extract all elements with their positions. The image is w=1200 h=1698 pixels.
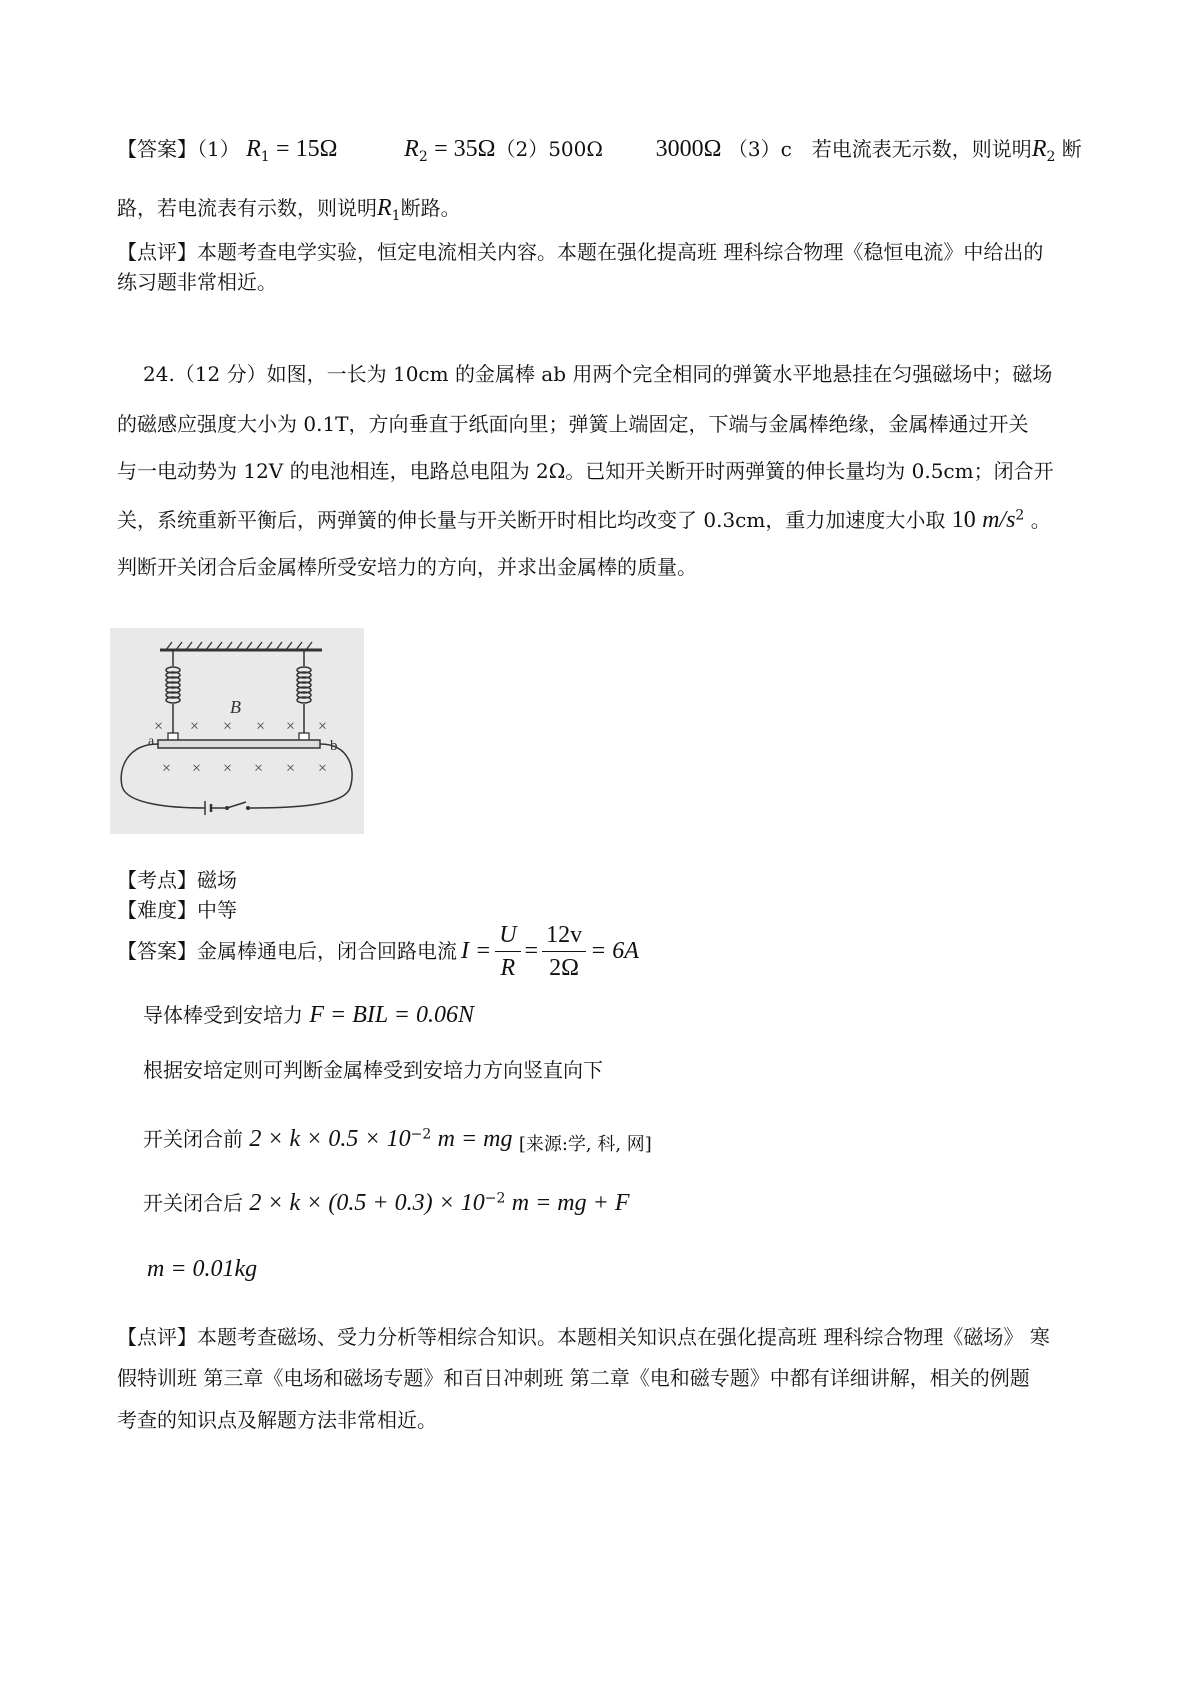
source-note: [来源:学, 科, 网] [518, 1134, 652, 1155]
circuit-figure [110, 628, 364, 834]
r1-value: = 15Ω [276, 136, 338, 162]
question-24-line2: 的磁感应强度大小为 0.1T，方向垂直于纸面向里；弹簧上端固定，下端与金属棒绝缘，金属棒通过开关 [117, 412, 1029, 436]
svg-text:×: × [318, 760, 328, 777]
value-3000: 3000Ω [655, 136, 722, 162]
rod-end-a: a [148, 734, 155, 749]
solution-step5: 开关闭合后 $2 \times k \times (0.5 + 0.3) \times 10^{-2}$ m = mg + F [143, 1190, 630, 1216]
r2-value: = 35Ω [434, 136, 496, 162]
gravity-value: 10 [951, 507, 976, 533]
svg-text:×: × [286, 718, 296, 735]
svg-text:×: × [254, 760, 264, 777]
review-23-line1: 【点评】本题考查电学实验，恒定电流相关内容。本题在强化提高班 理科综合物理《稳恒电流》中给出的 [117, 240, 1044, 264]
gravity-unit: m/s [982, 507, 1016, 533]
switch-contact-right [246, 806, 250, 810]
r2-symbol: R [404, 136, 419, 162]
svg-text:×: × [256, 718, 266, 735]
fraction-12v-over-2ohm: $\frac{12v}{2\Omega}$ [542, 923, 586, 980]
rod-end-b: b [330, 738, 338, 754]
field-label: B [230, 697, 241, 717]
answer-label: 【答案】 [117, 137, 197, 161]
solution-step6: m = 0.01kg [147, 1256, 258, 1282]
topic-label: 【考点】磁场 [117, 868, 237, 892]
svg-text:×: × [154, 718, 164, 735]
svg-text:×: × [318, 718, 328, 735]
question-24-line5: 判断开关闭合后金属棒所受安培力的方向，并求出金属棒的质量。 [117, 555, 697, 579]
fraction-u-over-r: $\frac{U}{R}$ [495, 923, 520, 980]
question-24-line3: 与一电动势为 12V 的电池相连，电路总电阻为 2Ω。已知开关断开时两弹簧的伸长量均为 0.5cm；闭合开 [117, 459, 1054, 483]
r1-symbol: R [246, 136, 261, 162]
solution-step2: 导体棒受到安培力 F = BIL = 0.06N [143, 1002, 474, 1028]
svg-text:×: × [223, 718, 233, 735]
review-23-line2: 练习题非常相近。 [117, 270, 277, 294]
solution-step3: 根据安培定则可判断金属棒受到安培力方向竖直向下 [143, 1058, 603, 1082]
svg-text:×: × [162, 760, 172, 777]
svg-text:×: × [223, 760, 233, 777]
answer-23-line2: 路，若电流表有示数，则说明$R_1$断路。 [117, 195, 461, 224]
metal-rod [158, 740, 320, 748]
question-24-line4: 关，系统重新平衡后，两弹簧的伸长量与开关断开时相比均改变了 0.3cm，重力加速度大小取 10 $m/s^2$ 。 [117, 507, 1051, 533]
solution-step4: 开关闭合前 $2 \times k \times 0.5 \times 10^{-2}$ m = mg [来源:学, 科, 网] [143, 1126, 652, 1155]
difficulty-label: 【难度】中等 [117, 898, 237, 922]
review-24-line1: 【点评】本题考查磁场、受力分析等相综合知识。本题相关知识点在强化提高班 理科综合物理《磁场》 寒 [117, 1325, 1050, 1349]
question-24-line1: 24.（12 分）如图，一长为 10cm 的金属棒 ab 用两个完全相同的弹簧水平地悬挂在匀强磁场中；磁场 [143, 362, 1053, 386]
review-24-line2: 假特训班 第三章《电场和磁场专题》和百日冲刺班 第二章《电和磁专题》中都有详细讲解，相关的例题 [117, 1366, 1030, 1390]
answer-23-line1: 【答案】（1） $R_1 = 15\Omega$ $R_2 = 35\Omega(2)500\Omega$ 3000Ω （3）c 若电流表无示数，则说明$R_2$ 断 [117, 136, 1082, 165]
solution-line1: 【答案】金属棒通电后，闭合回路电流 I = $\frac{U}{R}$ = $\frac{12v}{2\Omega}$ = 6A [117, 921, 639, 981]
svg-text:×: × [286, 760, 296, 777]
review-24-line3: 考查的知识点及解题方法非常相近。 [117, 1408, 437, 1432]
svg-text:×: × [192, 760, 202, 777]
svg-text:×: × [190, 718, 200, 735]
